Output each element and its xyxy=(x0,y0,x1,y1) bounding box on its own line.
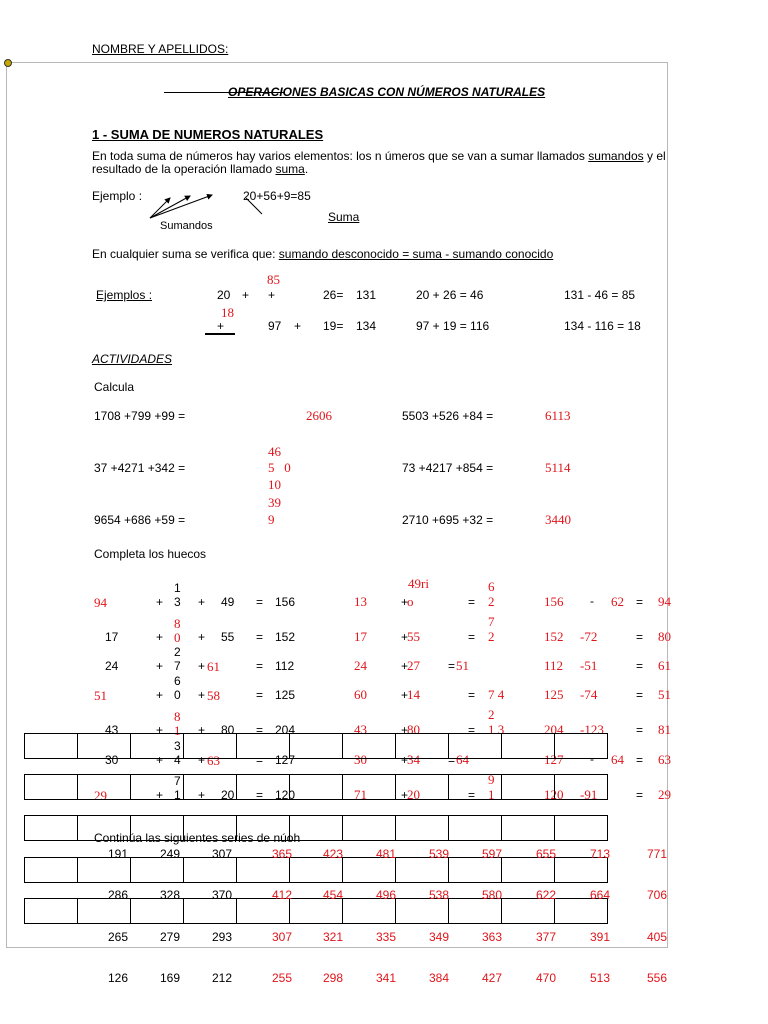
answer-box[interactable] xyxy=(554,733,608,759)
gap-value: 51 xyxy=(94,688,107,703)
series-answer: 470 xyxy=(535,971,557,985)
example-label: Ejemplo : xyxy=(92,189,143,203)
answer-box-row xyxy=(24,774,607,803)
gap-work: 13 xyxy=(354,594,367,609)
plus-sign: + xyxy=(198,688,206,702)
gap-work: 7 xyxy=(488,614,495,629)
answer-box[interactable] xyxy=(554,774,608,800)
series-answer: 771 xyxy=(646,847,668,861)
gap-work: 71 xyxy=(354,787,367,802)
answer-box[interactable] xyxy=(24,898,78,924)
calc-answer-part: 39 xyxy=(268,495,281,510)
stacked-digit: 6 xyxy=(174,674,181,688)
gap-check: 62 xyxy=(611,594,624,609)
equals-sign: = xyxy=(468,688,476,702)
series-given: 307 xyxy=(211,847,233,861)
equals-sign: = xyxy=(256,723,264,737)
gap-work: 64 xyxy=(456,752,469,767)
gap-value: 49 xyxy=(221,595,235,609)
series-given: 286 xyxy=(107,888,129,902)
gap-work: 20 xyxy=(407,787,420,802)
answer-box[interactable] xyxy=(342,774,396,800)
stacked-digit: 3 xyxy=(174,595,181,609)
calcula-label: Calcula xyxy=(94,380,135,394)
stacked-digit: 3 xyxy=(174,739,181,753)
section-heading: 1 - SUMA DE NUMEROS NATURALES xyxy=(92,127,324,142)
stacked-digit: 8 xyxy=(174,709,181,724)
gap-check: 112 xyxy=(544,658,564,673)
series-given: 249 xyxy=(159,847,181,861)
gap-value: 29 xyxy=(94,788,107,803)
gap-check: -74 xyxy=(580,687,598,702)
gap-value: 63 xyxy=(207,753,220,768)
series-answer: 538 xyxy=(428,888,450,902)
answer-box[interactable] xyxy=(24,774,78,800)
plus-sign: + xyxy=(401,595,409,609)
activities-heading: ACTIVIDADES xyxy=(92,352,173,366)
calc-answer: 2606 xyxy=(306,408,332,423)
stacked-digit: 4 xyxy=(174,753,181,767)
plus-sign: + xyxy=(156,753,164,767)
gap-check: 152 xyxy=(544,629,564,644)
gap-sum: 120 xyxy=(275,788,296,802)
equals-sign: = xyxy=(256,630,264,644)
plus-sign: + xyxy=(156,723,164,737)
gap-value: 20 xyxy=(221,788,235,802)
series-answer: 539 xyxy=(428,847,450,861)
series-answer: 363 xyxy=(481,930,503,944)
gap-work: 80 xyxy=(407,722,420,737)
series-answer: 412 xyxy=(271,888,293,902)
gap-value: 24 xyxy=(105,659,119,673)
completa-label: Completa los huecos xyxy=(94,547,207,561)
gap-value: 43 xyxy=(105,723,119,737)
gap-work: 51 xyxy=(456,658,469,673)
gap-check: 63 xyxy=(658,752,671,767)
equals-sign: = xyxy=(636,688,644,702)
gap-check: 120 xyxy=(544,787,564,802)
answer-box[interactable] xyxy=(24,857,78,883)
equals-sign: = xyxy=(256,753,264,767)
series-given: 126 xyxy=(107,971,129,985)
gap-work: 34 xyxy=(407,752,420,767)
example-answer: 85 xyxy=(267,272,280,287)
plus-sign: + xyxy=(198,659,206,673)
series-answer: 556 xyxy=(646,971,668,985)
answer-box[interactable] xyxy=(183,774,237,800)
series-answer: 513 xyxy=(589,971,611,985)
series-answer: 622 xyxy=(535,888,557,902)
gap-work: 30 xyxy=(354,752,367,767)
answer-box[interactable] xyxy=(448,815,502,841)
gap-work: 27 xyxy=(407,658,420,673)
gap-check: -91 xyxy=(580,787,598,802)
series-answer: 255 xyxy=(271,971,293,985)
plus-sign: + xyxy=(401,688,409,702)
gap-sum: 156 xyxy=(275,595,296,609)
calc-answer: 3440 xyxy=(545,512,571,527)
plus-sign: + xyxy=(198,788,206,802)
gap-value: 55 xyxy=(221,630,235,644)
period: . xyxy=(304,162,309,176)
equals-sign: = xyxy=(448,659,456,673)
series-given: 279 xyxy=(159,930,181,944)
gap-check: 94 xyxy=(658,594,671,609)
answer-box[interactable] xyxy=(501,733,555,759)
plus-sign: + xyxy=(401,753,409,767)
plus-sign: + xyxy=(401,659,409,673)
gap-check: - xyxy=(590,752,594,766)
equals-sign: = xyxy=(256,788,264,802)
equals-sign: = xyxy=(636,595,644,609)
gap-value: 17 xyxy=(105,630,119,644)
equals-sign: = xyxy=(448,753,456,767)
gap-work: 17 xyxy=(354,629,367,644)
series-given: 370 xyxy=(211,888,233,902)
gap-value: 58 xyxy=(207,688,220,703)
series-answer: 335 xyxy=(375,930,397,944)
answer-box[interactable] xyxy=(448,774,502,800)
series-answer: 423 xyxy=(322,847,344,861)
answer-box-row xyxy=(24,733,607,759)
plus-sign: + xyxy=(156,688,164,702)
gap-work: 2 xyxy=(488,594,495,609)
stacked-digit: 2 xyxy=(174,645,181,659)
calc-expression: 5503 +526 +84 = xyxy=(402,409,494,423)
gap-check: - xyxy=(590,594,594,608)
series-answer: 298 xyxy=(322,971,344,985)
term-suma: suma xyxy=(275,162,305,176)
plus-sign: + xyxy=(156,788,164,802)
stacked-digit: 8 xyxy=(174,616,181,631)
series-answer: 664 xyxy=(589,888,611,902)
series-given: 169 xyxy=(159,971,181,985)
series-given: 293 xyxy=(211,930,233,944)
label-suma: Suma xyxy=(328,210,360,224)
examples-label: Ejemplos : xyxy=(96,288,153,302)
answer-box[interactable] xyxy=(395,733,449,759)
stacked-digit: 0 xyxy=(174,688,181,702)
example-value: 97 xyxy=(268,319,282,333)
example-value: 20 xyxy=(217,288,231,302)
gap-work: 49ri xyxy=(408,576,429,591)
answer-box[interactable] xyxy=(24,733,78,759)
gap-sum: 125 xyxy=(275,688,296,702)
equals-value: 26= xyxy=(323,288,344,302)
calc-answer-part: 9 xyxy=(268,512,275,527)
answer-box[interactable] xyxy=(130,774,184,800)
example-check: 131 - 46 = 85 xyxy=(564,288,636,302)
gap-check: 29 xyxy=(658,787,671,802)
equals-sign: = xyxy=(636,723,644,737)
paragraph-text: resultado de la operación llamado xyxy=(92,162,273,176)
gap-work: 1 3 xyxy=(488,722,505,737)
series-heading: Continúa las siguientes series de núoh xyxy=(94,831,301,845)
example-result: 134 xyxy=(356,319,377,333)
plus-sign: + xyxy=(198,723,206,737)
series-given: 328 xyxy=(159,888,181,902)
gap-check: -72 xyxy=(580,629,598,644)
series-answer: 655 xyxy=(535,847,557,861)
series-answer: 391 xyxy=(589,930,611,944)
label-sumandos: Sumandos xyxy=(160,220,213,232)
answer-box[interactable] xyxy=(395,774,449,800)
plus-sign: + xyxy=(198,595,206,609)
example-check: 134 - 116 = 18 xyxy=(564,319,641,333)
series-answer: 349 xyxy=(428,930,450,944)
series-given: 191 xyxy=(107,847,129,861)
gap-check: -51 xyxy=(580,658,598,673)
gap-work: 43 xyxy=(354,722,367,737)
plus-sign: + xyxy=(242,288,250,302)
stacked-digit: 1 xyxy=(174,581,181,595)
equals-sign: = xyxy=(636,753,644,767)
gap-work: 14 xyxy=(407,687,420,702)
gap-work: 55 xyxy=(407,629,420,644)
example-expression: 20+56+9=85 xyxy=(243,189,311,203)
gap-check: 64 xyxy=(611,752,624,767)
gap-work: 9 xyxy=(488,772,495,787)
plus-sign: + xyxy=(198,630,206,644)
gap-work: 60 xyxy=(354,687,367,702)
equals-sign: = xyxy=(468,630,476,644)
plus-sign: + xyxy=(401,630,409,644)
calc-answer-part: 10 xyxy=(268,477,281,492)
gap-sum: 152 xyxy=(275,630,296,644)
series-answer: 597 xyxy=(481,847,503,861)
rule-formula: sumando desconocido = suma - sumando conocido xyxy=(278,247,554,261)
rule-intro: En cualquier suma se verifica que: xyxy=(92,247,276,261)
stacked-digit: 0 xyxy=(174,630,181,645)
plus-sign: + xyxy=(156,659,164,673)
example-check: 97 + 19 = 116 xyxy=(416,319,490,333)
calc-expression: 1708 +799 +99 = xyxy=(94,409,186,423)
gap-check: 80 xyxy=(658,629,671,644)
series-answer: 405 xyxy=(646,930,668,944)
calc-answer: 6113 xyxy=(545,408,571,423)
answer-box[interactable] xyxy=(554,815,608,841)
gap-check: 204 xyxy=(544,722,564,737)
calc-expression: 9654 +686 +59 = xyxy=(94,513,186,527)
gap-work: 1 xyxy=(488,787,495,802)
equals-sign: = xyxy=(468,723,476,737)
answer-box[interactable] xyxy=(236,733,290,759)
gap-value: 30 xyxy=(105,753,119,767)
plus-sign: + xyxy=(401,723,409,737)
gap-sum: 204 xyxy=(275,723,296,737)
gap-sum: 112 xyxy=(275,659,295,673)
calc-answer: 5114 xyxy=(545,460,571,475)
answer-box[interactable] xyxy=(183,733,237,759)
gap-check: -123 xyxy=(580,722,604,737)
series-answer: 365 xyxy=(271,847,293,861)
series-answer: 713 xyxy=(589,847,611,861)
equals-sign: = xyxy=(468,595,476,609)
equals-value: 19= xyxy=(323,319,344,333)
answer-box[interactable] xyxy=(77,733,131,759)
series-answer: 341 xyxy=(375,971,397,985)
page-title: OPERACIONES BASICAS CON NÚMEROS NATURALES xyxy=(228,85,546,99)
example-result: 131 xyxy=(356,288,377,302)
gap-sum: 127 xyxy=(275,753,296,767)
plus-sign: + xyxy=(217,319,225,333)
stacked-digit: 1 xyxy=(174,788,181,802)
gap-check: 125 xyxy=(544,687,564,702)
series-answer: 321 xyxy=(322,930,344,944)
answer-box[interactable] xyxy=(24,815,78,841)
stacked-digit: 1 xyxy=(174,723,181,738)
series-answer: 481 xyxy=(375,847,397,861)
example-answer: 18 xyxy=(221,305,234,320)
gap-work: 2 xyxy=(488,629,495,644)
plus-sign: + xyxy=(156,630,164,644)
gap-check: 127 xyxy=(544,752,564,767)
gap-work: 2 xyxy=(488,707,495,722)
plus-sign: + xyxy=(401,788,409,802)
paragraph-text-end: y el xyxy=(646,149,666,163)
stacked-digit: 7 xyxy=(174,774,181,788)
equals-sign: = xyxy=(256,659,264,673)
answer-box[interactable] xyxy=(342,815,396,841)
gap-check: 81 xyxy=(658,722,671,737)
plus-sign: + xyxy=(198,753,206,767)
series-answer: 427 xyxy=(481,971,503,985)
series-answer: 377 xyxy=(535,930,557,944)
calc-expression: 73 +4217 +854 = xyxy=(402,461,494,475)
answer-box[interactable] xyxy=(289,733,343,759)
equals-sign: = xyxy=(636,630,644,644)
answer-box[interactable] xyxy=(236,774,290,800)
gap-value: 61 xyxy=(207,659,220,674)
example-check: 20 + 26 = 46 xyxy=(416,288,484,302)
gap-value: 94 xyxy=(94,595,107,610)
calc-expression: 2710 +695 +32 = xyxy=(402,513,494,527)
answer-box[interactable] xyxy=(501,774,555,800)
series-answer: 454 xyxy=(322,888,344,902)
gap-work: 7 4 xyxy=(488,687,505,702)
calc-expression: 37 +4271 +342 = xyxy=(94,461,186,475)
name-label: NOMBRE Y APELLIDOS: xyxy=(92,42,229,56)
answer-box[interactable] xyxy=(501,815,555,841)
series-answer: 706 xyxy=(646,888,668,902)
answer-box[interactable] xyxy=(448,733,502,759)
gap-work: o xyxy=(407,594,414,609)
series-given: 265 xyxy=(107,930,129,944)
plus-sign: + xyxy=(268,288,276,302)
series-given: 212 xyxy=(211,971,233,985)
term-sumandos: sumandos xyxy=(588,149,644,163)
paragraph-text: En toda suma de números hay varios elementos: los n úmeros que se van a sumar llamados xyxy=(92,149,585,163)
answer-box[interactable] xyxy=(342,733,396,759)
gap-work: 24 xyxy=(354,658,367,673)
sum-rule xyxy=(205,333,235,335)
calc-answer-part: 5 0 xyxy=(268,460,291,475)
answer-box[interactable] xyxy=(395,815,449,841)
answer-box[interactable] xyxy=(77,774,131,803)
equals-sign: = xyxy=(256,688,264,702)
equals-sign: = xyxy=(468,788,476,802)
series-answer: 496 xyxy=(375,888,397,902)
gap-work: 6 xyxy=(488,579,495,594)
calc-answer-part: 46 xyxy=(268,444,281,459)
series-answer: 384 xyxy=(428,971,450,985)
rule-line xyxy=(92,248,553,260)
gap-value: 80 xyxy=(221,723,235,737)
gap-check: 156 xyxy=(544,594,564,609)
gap-check: 61 xyxy=(658,658,671,673)
gap-check: 51 xyxy=(658,687,671,702)
stacked-digit: 7 xyxy=(174,659,181,673)
series-answer: 307 xyxy=(271,930,293,944)
answer-box[interactable] xyxy=(130,733,184,759)
series-answer: 580 xyxy=(481,888,503,902)
plus-sign: + xyxy=(294,319,302,333)
plus-sign: + xyxy=(156,595,164,609)
equals-sign: = xyxy=(636,659,644,673)
equals-sign: = xyxy=(636,788,644,802)
answer-box[interactable] xyxy=(289,774,343,800)
equals-sign: = xyxy=(256,595,264,609)
